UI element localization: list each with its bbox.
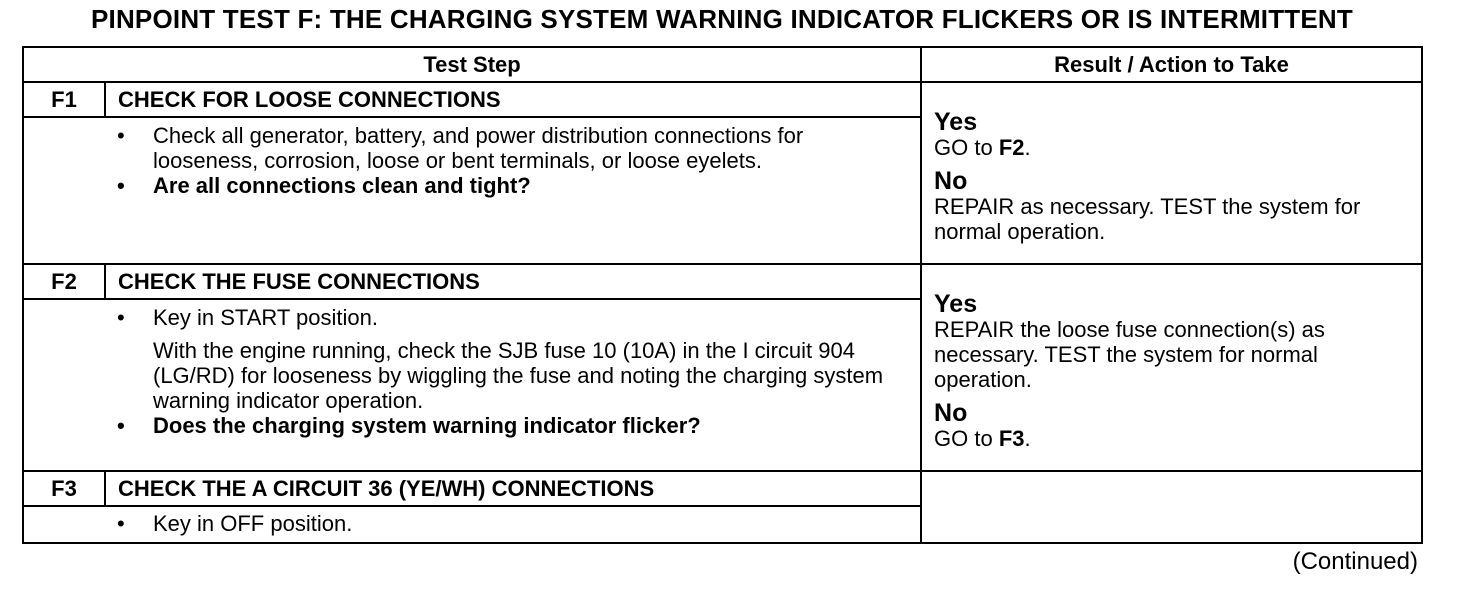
step-instruction: • Check all generator, battery, and power distribution connections for looseness, corrosion, loose or bent terminals, or loose eyelets. — [117, 123, 912, 173]
no-action: REPAIR as necessary. TEST the system for normal operation. — [934, 193, 1361, 244]
step-heading: CHECK FOR LOOSE CONNECTIONS — [105, 82, 921, 117]
step-id: F1 — [23, 82, 105, 117]
step-heading: CHECK THE A CIRCUIT 36 (YE/WH) CONNECTIONS — [105, 471, 921, 506]
step-id-blank — [23, 117, 105, 264]
step-instruction: • Key in START position. — [117, 305, 912, 330]
step-id: F3 — [23, 471, 105, 506]
no-label: No — [934, 166, 968, 195]
no-label: No — [934, 398, 968, 427]
yes-label: Yes — [934, 107, 978, 136]
step-instruction: • Key in OFF position. — [117, 511, 912, 536]
table-header-row — [23, 47, 1422, 82]
step-question: • Are all connections clean and tight? — [117, 173, 912, 198]
step-result — [921, 471, 1422, 543]
step-question: • Does the charging system warning indicator flicker? — [117, 413, 912, 438]
step-id-blank — [23, 506, 105, 543]
test-step-header: Test Step — [23, 47, 921, 82]
step-id: F2 — [23, 264, 105, 299]
step-body — [105, 506, 921, 543]
yes-action: REPAIR the loose fuse connection(s) as necessary. TEST the system for normal operation. — [934, 316, 1325, 392]
step-body — [105, 117, 921, 264]
step-result — [921, 82, 1422, 264]
step-heading: CHECK THE FUSE CONNECTIONS — [105, 264, 921, 299]
continued-note: (Continued) — [1292, 548, 1418, 575]
step-heading-row — [23, 82, 1422, 117]
page-title: PINPOINT TEST F: THE CHARGING SYSTEM WARNING INDICATOR FLICKERS OR IS INTERMITTENT — [90, 4, 1353, 34]
step-paragraph: With the engine running, check the SJB fuse 10 (10A) in the I circuit 904 (LG/RD) for looseness by wiggling the fuse and noting the charging system warning indicator operation. — [153, 338, 884, 413]
step-result — [921, 264, 1422, 471]
yes-label: Yes — [934, 289, 978, 318]
yes-action: GO to F2. — [934, 134, 1031, 160]
step-heading-row — [23, 471, 1422, 506]
pinpoint-test-table — [22, 46, 1423, 544]
step-id-blank — [23, 299, 105, 471]
step-heading-row — [23, 264, 1422, 299]
no-action: GO to F3. — [934, 425, 1031, 451]
step-body — [105, 299, 921, 471]
result-header: Result / Action to Take — [921, 47, 1422, 82]
